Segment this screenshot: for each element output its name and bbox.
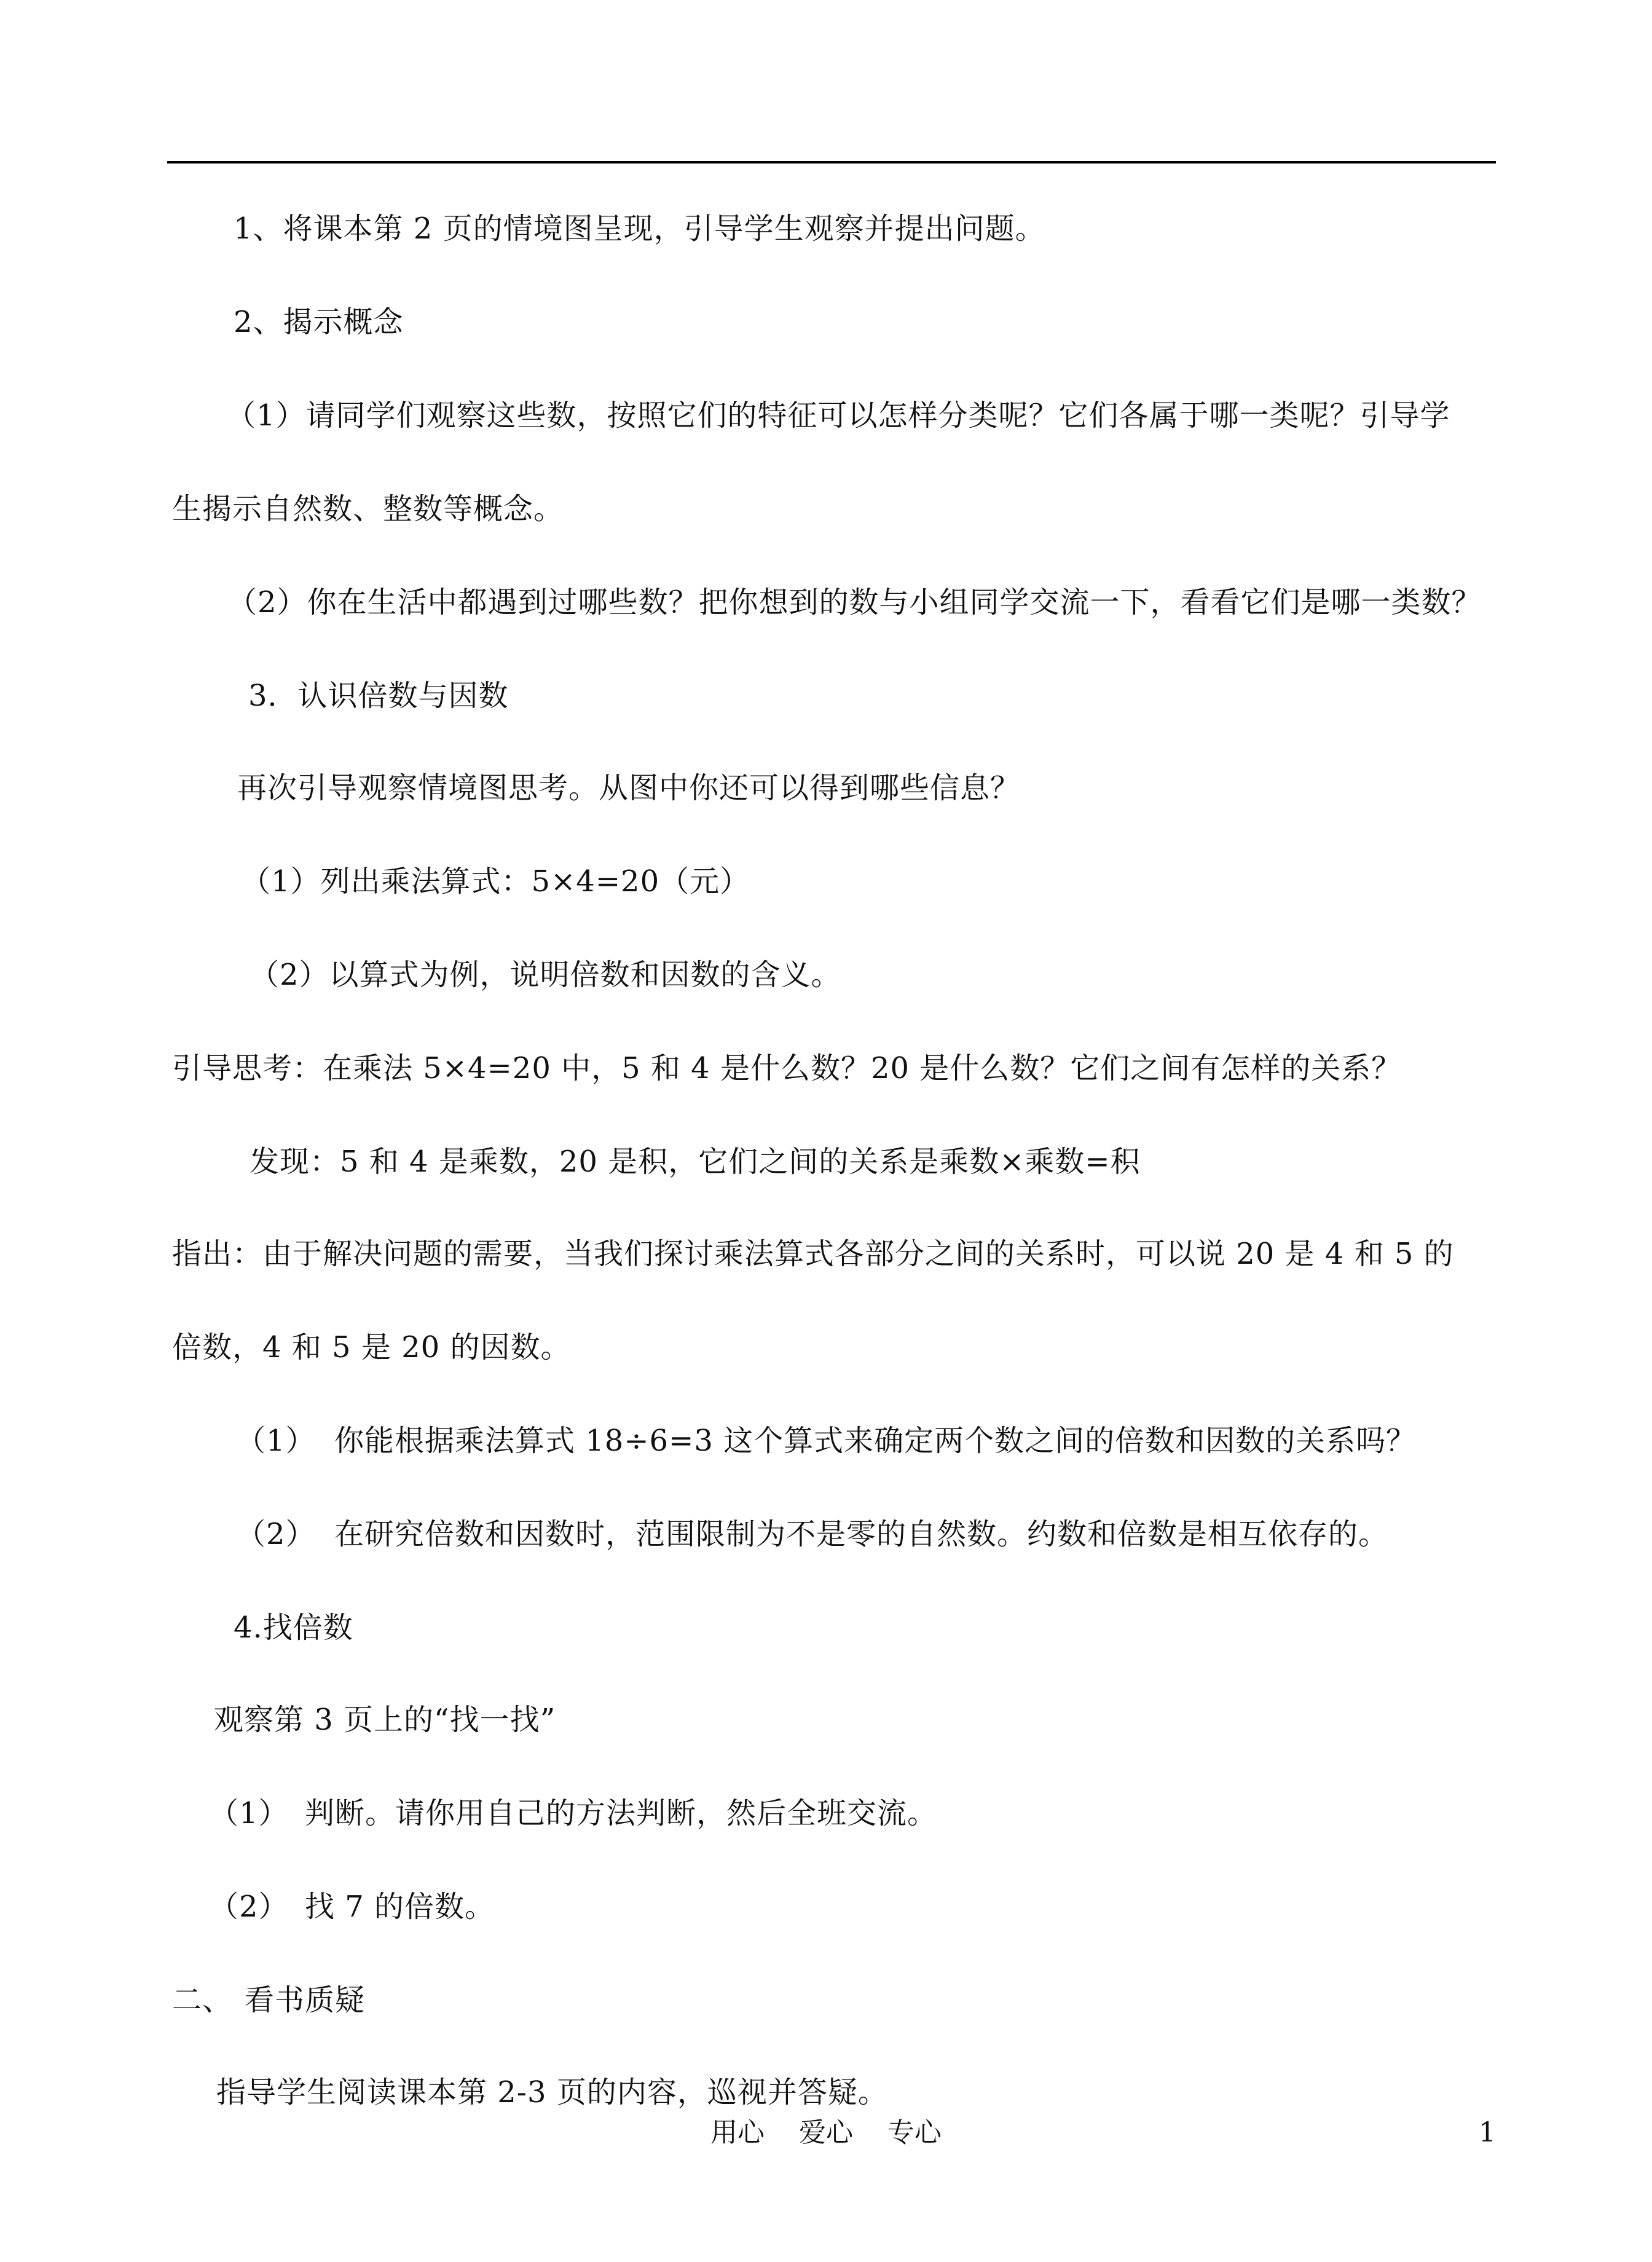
paragraph-line: （1）列出乘法算式：5×4=20（元） bbox=[241, 864, 750, 899]
paragraph-line: （1）请同学们观察这些数，按照它们的特征可以怎样分类呢？它们各属于哪一类呢？引导学 bbox=[226, 398, 1450, 433]
paragraph-line: 发现：5 和 4 是乘数，20 是积，它们之间的关系是乘数×乘数=积 bbox=[250, 1145, 1141, 1179]
paragraph-line: 观察第 3 页上的“找一找” bbox=[214, 1703, 556, 1737]
paragraph-line: 引导思考：在乘法 5×4=20 中，5 和 4 是什么数？20 是什么数？它们之间有怎样的关系？ bbox=[172, 1051, 1402, 1086]
paragraph-line: 倍数，4 和 5 是 20 的因数。 bbox=[172, 1330, 571, 1365]
section-heading: 4.找倍数 bbox=[234, 1610, 353, 1645]
paragraph-line: 指出：由于解决问题的需要，当我们探讨乘法算式各部分之间的关系时，可以说 20 是 4 和 5 的 bbox=[172, 1237, 1454, 1271]
section-marker: 二、 bbox=[172, 1983, 233, 2017]
paragraph-line: 1、将课本第 2 页的情境图呈现，引导学生观察并提出问题。 bbox=[234, 211, 1045, 246]
paragraph-line: 再次引导观察情境图思考。从图中你还可以得到哪些信息？ bbox=[237, 771, 1021, 805]
list-item: 找 7 的倍数。 bbox=[305, 1890, 495, 1924]
paragraph-line: （2）以算式为例，说明倍数和因数的含义。 bbox=[250, 958, 841, 992]
section-heading: 3．认识倍数与因数 bbox=[248, 679, 509, 713]
list-item: 判断。请你用自己的方法判断，然后全班交流。 bbox=[305, 1796, 938, 1830]
paragraph-line: 2、揭示概念 bbox=[234, 305, 404, 339]
list-marker: （2） bbox=[209, 1890, 289, 1924]
header-rule bbox=[167, 161, 1496, 164]
paragraph-line: （2）你在生活中都遇到过哪些数？把你想到的数与小组同学交流一下，看看它们是哪一类数？ bbox=[227, 585, 1482, 620]
section-heading: 看书质疑 bbox=[245, 1983, 366, 2017]
list-marker: （1） bbox=[209, 1796, 289, 1830]
list-item: 你能根据乘法算式 18÷6=3 这个算式来确定两个数之间的倍数和因数的关系吗？ bbox=[334, 1424, 1417, 1458]
page-number: 1 bbox=[1479, 2117, 1496, 2148]
list-marker: （2） bbox=[236, 1517, 316, 1551]
footer-text: 用心 爱心 专心 bbox=[710, 2117, 942, 2148]
list-marker: （1） bbox=[236, 1424, 316, 1458]
list-item: 在研究倍数和因数时，范围限制为不是零的自然数。约数和倍数是相互依存的。 bbox=[334, 1517, 1389, 1551]
paragraph-line: 指导学生阅读课本第 2-3 页的内容，巡视并答疑。 bbox=[216, 2075, 888, 2110]
paragraph-line: 生揭示自然数、整数等概念。 bbox=[172, 492, 564, 526]
